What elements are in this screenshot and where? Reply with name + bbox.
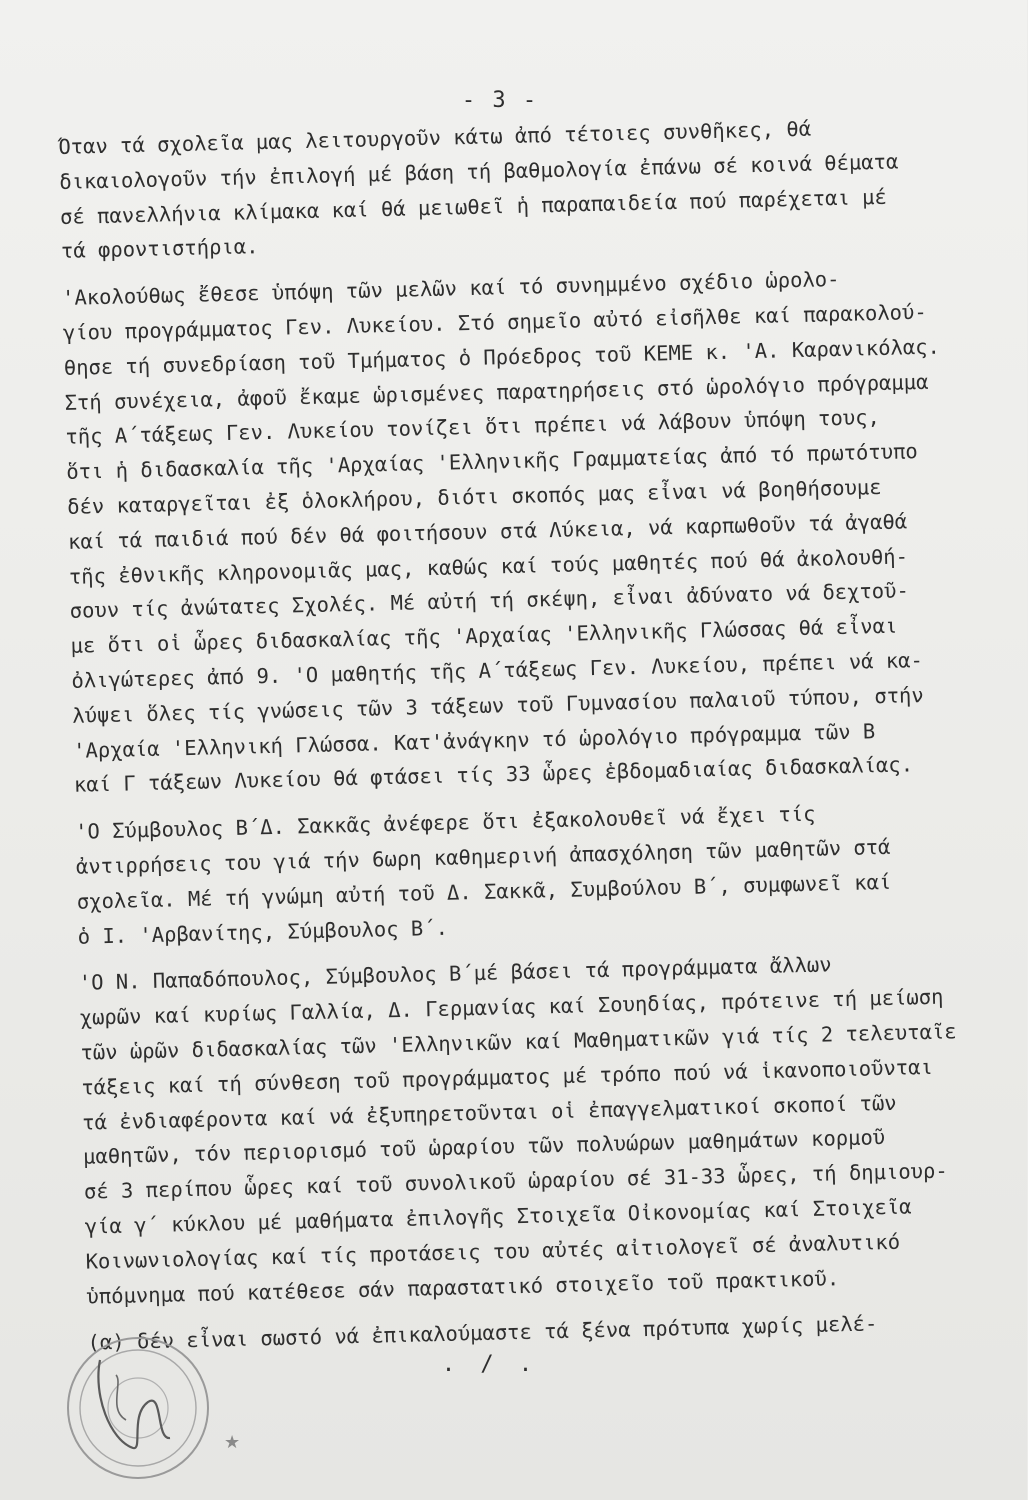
svg-text:★: ★: [224, 1432, 241, 1453]
text-line: 'Ακολούθως ἔθεσε ὑπόψη τῶν μελῶν καί τό συνημμένο σχέδιο ὡρολο-: [61, 267, 840, 311]
text-line: ὅτι ἡ διδασκαλία τῆς 'Αρχαίας 'Ελληνικῆς Γραμματείας ἀπό τό πρωτότυπο: [66, 439, 919, 485]
text-line: 'Αρχαία 'Ελληνική Γλώσσα. Κατ'ἀνάγκην τό ὡρολόγιο πρόγραμμα τῶν Β: [72, 718, 876, 763]
text-line: 'Ο Ν. Παπαδόπουλος, Σύμβουλος Β΄μέ βάσει τά προγράμματα ἄλλων: [78, 952, 832, 996]
continuation-mark: . / .: [441, 1352, 539, 1377]
text-line: 'Ο Σύμβουλος Β΄Δ. Σακκᾶς ἀνέφερε ὅτι ἐξακολουθεῖ νά ἔχει τίς: [74, 801, 816, 844]
text-line: σχολεῖα. Μέ τή γνώμη αὐτή τοῦ Δ. Σακκᾶ, Συμβούλου Β΄, συμφωνεῖ καί: [76, 869, 892, 914]
text-line: καί τά παιδιά πού δέν θά φοιτήσουν στά Λύκεια, νά καρπωθοῦν τά ἀγαθά: [67, 509, 908, 554]
text-line: δέν καταργεῖται ἐξ ὁλοκλήρου, διότι σκοπός μας εἶναι νά βοηθήσουμε: [66, 474, 882, 519]
page-number: - 3 -: [461, 88, 539, 113]
text-line: τά ἐνδιαφέροντα καί νά ἐξυπηρετοῦνται οἱ ἐπαγγελματικοί σκοποί τῶν: [81, 1090, 897, 1135]
text-line: τά φροντιστήρια.: [60, 234, 259, 264]
text-line: Κοινωνιολογίας καί τίς προτάσεις του αὐτές αἰτιολογεῖ σέ ἀναλυτικό: [85, 1229, 901, 1274]
text-line: θησε τή συνεδρίαση τοῦ Τμήματος ὁ Πρόεδρος τοῦ ΚΕΜΕ κ. 'Α. Καρανικόλας.: [63, 334, 941, 380]
text-line: μαθητῶν, τόν περιορισμό τοῦ ὡραρίου τῶν πολυώρων μαθημάτων κορμοῦ: [82, 1125, 886, 1170]
text-line: ὑπόμνημα πού κατέθεσε σάν παραστατικό στοιχεῖο τοῦ πρακτικοῦ.: [86, 1265, 840, 1309]
text-line: τῆς ἐθνικῆς κληρονομιᾶς μας, καθώς καί τούς μαθητές πού θά ἀκολουθή-: [68, 543, 909, 589]
text-line: τάξεις καί τή σύνθεση τοῦ προγράμματος μέ τρόπο πού νά ἱκανοποιοῦνται: [81, 1054, 934, 1100]
body-text: [58, 107, 1028, 1361]
text-line: τῶν ὡρῶν διδασκαλίας τῶν 'Ελληνικῶν καί Μαθηματικῶν γιά τίς 2 τελευταῖε: [80, 1019, 957, 1065]
text-line: καί Γ τάξεων Λυκείου θά φτάσει τίς 33 ὧρες ἑβδομαδιαίας διδασκαλίας.: [73, 752, 914, 798]
text-line: Στή συνέχεια, ἀφοῦ ἔκαμε ὡρισμένες παρατηρήσεις στό ὡρολόγιο πρόγραμμα: [64, 369, 929, 415]
text-line: ὀλιγώτερες ἀπό 9. 'Ο μαθητής τῆς Α΄τάξεως Γεν. Λυκείου, πρέπει νά κα-: [71, 647, 924, 693]
text-line: Όταν τά σχολεῖα μας λειτουργοῦν κάτω ἀπό τέτοιες συνθῆκες, θά: [58, 116, 812, 159]
text-line: λύψει ὅλες τίς γνώσεις τῶν 3 τάξεων τοῦ Γυμνασίου παλαιοῦ τύπου, στήν: [72, 682, 924, 728]
text-line: ὁ Ι. 'Αρβανίτης, Σύμβουλος Β΄.: [77, 915, 449, 949]
text-line: τῆς Α΄τάξεως Γεν. Λυκείου τονίζει ὅτι πρέπει νά λάβουν ὑπόψη τους,: [65, 405, 881, 450]
text-line: σέ 3 περίπου ὧρες καί τοῦ συνολικοῦ ὡραρίου σέ 31-33 ὧρες, τή δημιουρ-: [83, 1158, 948, 1204]
text-line: με ὅτι οἱ ὧρες διδασκαλίας τῆς 'Αρχαίας 'Ελληνικῆς Γλώσσας θά εἶναι: [70, 613, 898, 658]
text-line: σουν τίς ἀνώτατες Σχολές. Μέ αὐτή τή σκέψη, εἶναι ἀδύνατο νά δεχτοῦ-: [69, 578, 910, 624]
text-line: ἀντιρρήσεις του γιά τήν 6ωρη καθημερινή ἀπασχόληση τῶν μαθητῶν στά: [75, 834, 891, 879]
text-line: (α) δέν εἶναι σωστό νά ἐπικαλούμαστε τά ξένα πρότυπα χωρίς μελέ-: [87, 1311, 878, 1355]
text-line: χωρῶν καί κυρίως Γαλλία, Δ. Γερμανίας καί Σουηδίας, πρότεινε τή μείωση: [79, 984, 944, 1030]
official-stamp-icon: [38, 1320, 241, 1490]
text-line: δικαιολογοῦν τήν ἐπιλογή μέ βάση τή βαθμολογία ἐπάνω σέ κοινά θέματα: [58, 149, 899, 194]
text-line: σέ πανελλήνια κλίμακα καί θά μειωθεῖ ἡ παραπαιδεία πού παρέχεται μέ: [59, 184, 888, 229]
text-line: γία γ΄ κύκλου μέ μαθήματα ἐπιλογῆς Στοιχεῖα Οἰκονομίας καί Στοιχεῖα: [84, 1194, 912, 1239]
text-line: γίου προγράμματος Γεν. Λυκείου. Στό σημεῖο αὐτό εἰσῆλθε καί παρακολού-: [62, 299, 927, 345]
